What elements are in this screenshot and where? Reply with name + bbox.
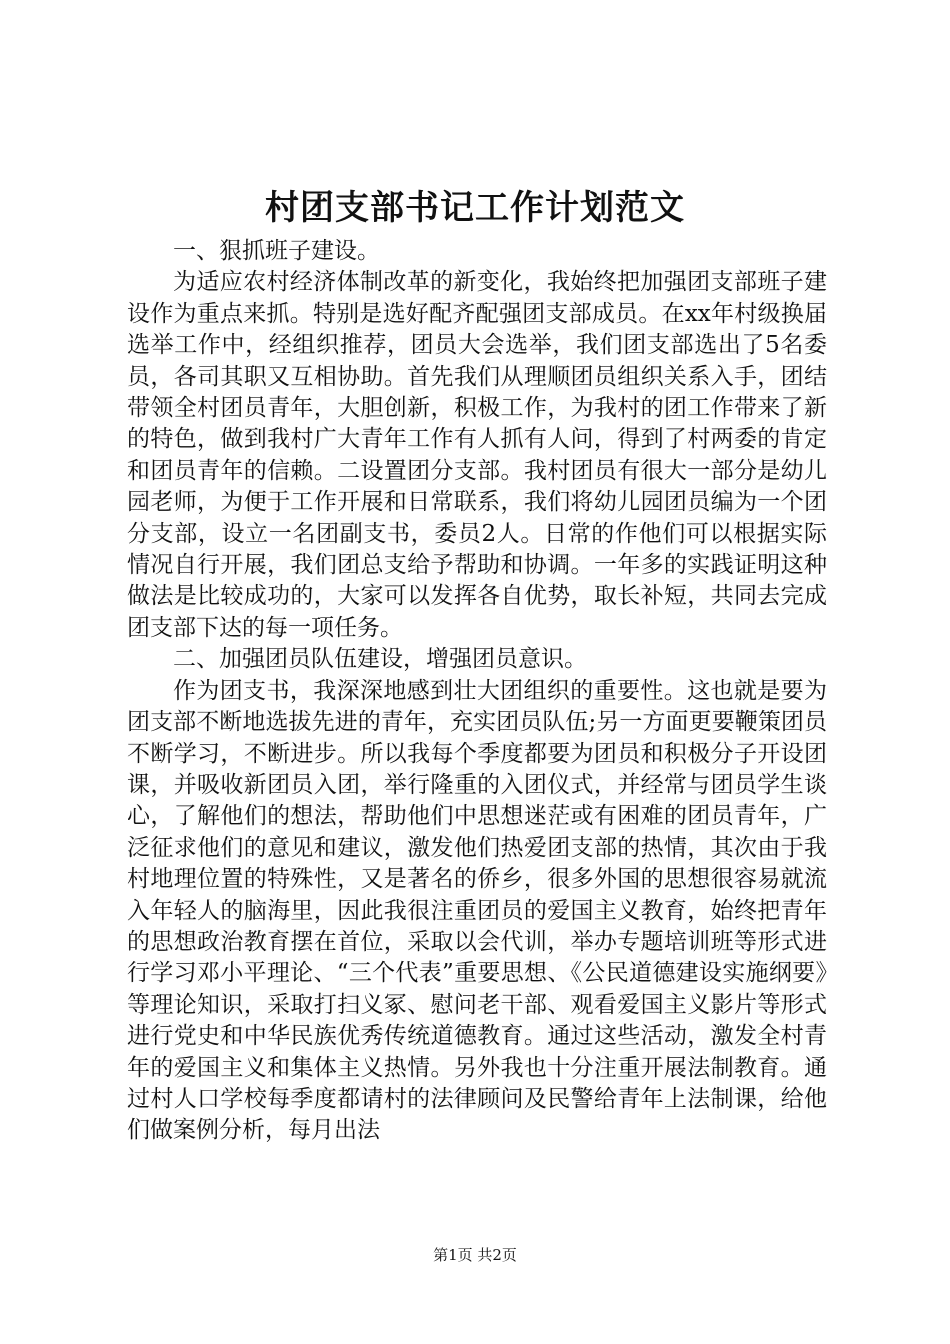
section-heading-1: 一、狠抓班子建设。 [173, 238, 380, 264]
section-heading-2: 二、加强团员队伍建设，增强团员意识。 [173, 646, 587, 673]
page-number-footer: 第1页 共2页 [433, 1246, 517, 1264]
document-body [127, 236, 827, 1147]
paragraph-1: 为适应农村经济体制改革的新变化，我始终把加强团支部班子建设作为重点来抓。特别是选好配齐配强团支部成员。在xx年村级换届选举工作中，经组织推荐，团员大会选举，我们团支部选出了5名委员，各司其职又互相协助。首先我们从理顺团员组织关系入手，团结带领全村团员青年，大胆创新，积极工作，为我村的团工作带来了新的特色，做到我村广大青年工作有人抓有人问，得到了村两委的肯定和团员青年的信赖。二设置团分支部。我村团员有很大一部分是幼儿园老师，为便于工作开展和日常联系，我们将幼儿园团员编为一个团分支部，设立一名团副支书，委员2人。日常的作他们可以根据实际情况自行开展，我们团总支给予帮助和协调。一年多的实践证明这种做法是比较成功的，大家可以发挥各自优势，取长补短，共同去完成团支部下达的每一项任务。 [127, 269, 827, 641]
document-title: 村团支部书记工作计划范文 [265, 188, 685, 228]
paragraph-2: 作为团支书，我深深地感到壮大团组织的重要性。这也就是要为团支部不断地选拔先进的青年，充实团员队伍;另一方面更要鞭策团员不断学习，不断进步。所以我每个季度都要为团员和积极分子开设团课，并吸收新团员入团，举行隆重的入团仪式，并经常与团员学生谈心，了解他们的想法，帮助他们中思想迷茫或有困难的团员青年，广泛征求他们的意见和建议，激发他们热爱团支部的热情，其次由于我村地理位置的特殊性，又是著名的侨乡，很多外国的思想很容易就流入年轻人的脑海里，因此我很注重团员的爱国主义教育，始终把青年的思想政治教育摆在首位，采取以会代训，举办专题培训班等形式进行学习邓小平理论、“三个代表”重要思想、《公民道德建设实施纲要》等理论知识，采取打扫义冢、慰问老干部、观看爱国主义影片等形式进行党史和中华民族优秀传统道德教育。通过这些活动，激发全村青年的爱国主义和集体主义热情。另外我也十分注重开展法制教育。通过村人口学校每季度都请村的法律顾问及民警给青年上法制课，给他们做案例分析，每月出法 [127, 677, 827, 1144]
